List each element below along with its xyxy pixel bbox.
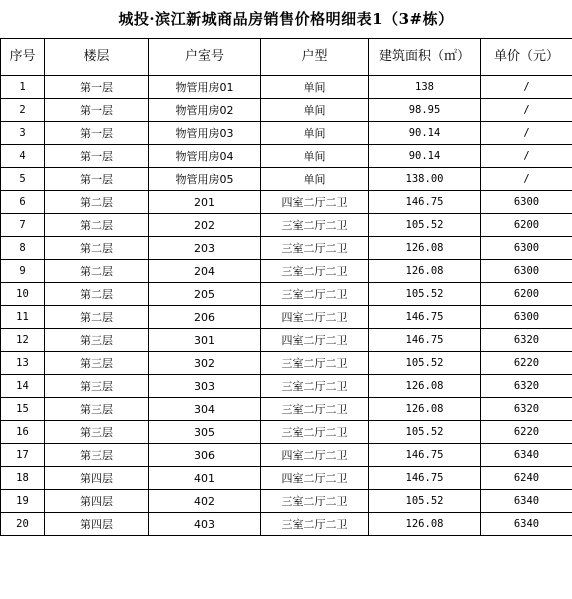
cell-unit[interactable]: 402 — [149, 490, 261, 513]
cell-type[interactable]: 单间 — [261, 122, 369, 145]
cell-seq[interactable]: 10 — [1, 283, 45, 306]
table-row — [1, 99, 572, 122]
header-price[interactable]: 单价（元） — [481, 39, 572, 76]
cell-seq[interactable]: 8 — [1, 237, 45, 260]
cell-floor[interactable]: 第一层 — [45, 99, 149, 122]
cell-area[interactable]: 105.52 — [369, 283, 481, 306]
cell-price[interactable]: 6220 — [481, 352, 572, 375]
cell-price[interactable]: 6300 — [481, 306, 572, 329]
cell-type[interactable]: 单间 — [261, 168, 369, 191]
cell-unit[interactable]: 物管用房01 — [149, 76, 261, 99]
cell-floor[interactable]: 第四层 — [45, 467, 149, 490]
table-row — [1, 421, 572, 444]
header-type[interactable]: 户型 — [261, 39, 369, 76]
cell-price[interactable]: 6200 — [481, 283, 572, 306]
cell-price[interactable]: 6300 — [481, 260, 572, 283]
cell-type[interactable]: 三室二厅二卫 — [261, 421, 369, 444]
cell-price[interactable]: / — [481, 99, 572, 122]
cell-unit[interactable]: 202 — [149, 214, 261, 237]
table-row — [1, 444, 572, 467]
cell-seq[interactable]: 3 — [1, 122, 45, 145]
header-seq[interactable]: 序号 — [1, 39, 45, 76]
table-row — [1, 260, 572, 283]
table-body — [1, 76, 572, 536]
cell-area[interactable]: 146.75 — [369, 467, 481, 490]
cell-seq[interactable]: 5 — [1, 168, 45, 191]
cell-type[interactable]: 四室二厅二卫 — [261, 444, 369, 467]
cell-price[interactable]: 6240 — [481, 467, 572, 490]
cell-seq[interactable]: 16 — [1, 421, 45, 444]
table-row — [1, 191, 572, 214]
table-row — [1, 237, 572, 260]
cell-type[interactable]: 单间 — [261, 145, 369, 168]
header-area[interactable]: 建筑面积（㎡） — [369, 39, 481, 76]
cell-floor[interactable]: 第四层 — [45, 490, 149, 513]
cell-floor[interactable]: 第二层 — [45, 191, 149, 214]
cell-type[interactable]: 三室二厅二卫 — [261, 490, 369, 513]
cell-price[interactable]: 6320 — [481, 375, 572, 398]
table-row — [1, 283, 572, 306]
cell-price[interactable]: / — [481, 76, 572, 99]
cell-area[interactable]: 90.14 — [369, 122, 481, 145]
cell-floor[interactable]: 第一层 — [45, 168, 149, 191]
cell-type[interactable]: 四室二厅二卫 — [261, 467, 369, 490]
cell-floor[interactable]: 第三层 — [45, 375, 149, 398]
cell-unit[interactable]: 401 — [149, 467, 261, 490]
table-row — [1, 329, 572, 352]
table-row — [1, 513, 572, 536]
cell-price[interactable]: / — [481, 122, 572, 145]
cell-type[interactable]: 三室二厅二卫 — [261, 398, 369, 421]
cell-price[interactable]: 6300 — [481, 191, 572, 214]
cell-unit[interactable]: 物管用房04 — [149, 145, 261, 168]
cell-seq[interactable]: 2 — [1, 99, 45, 122]
cell-area[interactable]: 126.08 — [369, 260, 481, 283]
table-row — [1, 398, 572, 421]
cell-unit[interactable]: 物管用房02 — [149, 99, 261, 122]
cell-seq[interactable]: 17 — [1, 444, 45, 467]
cell-type[interactable]: 单间 — [261, 76, 369, 99]
cell-type[interactable]: 三室二厅二卫 — [261, 283, 369, 306]
cell-floor[interactable]: 第三层 — [45, 329, 149, 352]
cell-floor[interactable]: 第二层 — [45, 306, 149, 329]
cell-floor[interactable]: 第二层 — [45, 237, 149, 260]
cell-unit[interactable]: 304 — [149, 398, 261, 421]
cell-seq[interactable]: 6 — [1, 191, 45, 214]
cell-type[interactable]: 三室二厅二卫 — [261, 513, 369, 536]
cell-type[interactable]: 四室二厅二卫 — [261, 329, 369, 352]
cell-seq[interactable]: 19 — [1, 490, 45, 513]
cell-area[interactable]: 146.75 — [369, 306, 481, 329]
cell-seq[interactable]: 11 — [1, 306, 45, 329]
header-unit[interactable]: 户室号 — [149, 39, 261, 76]
cell-price[interactable]: 6320 — [481, 398, 572, 421]
cell-type[interactable]: 四室二厅二卫 — [261, 191, 369, 214]
cell-floor[interactable]: 第三层 — [45, 444, 149, 467]
cell-unit[interactable]: 301 — [149, 329, 261, 352]
cell-price[interactable]: / — [481, 168, 572, 191]
cell-area[interactable]: 138.00 — [369, 168, 481, 191]
cell-price[interactable]: 6320 — [481, 329, 572, 352]
cell-type[interactable]: 三室二厅二卫 — [261, 237, 369, 260]
table-row — [1, 76, 572, 99]
cell-seq[interactable]: 14 — [1, 375, 45, 398]
cell-floor[interactable]: 第二层 — [45, 283, 149, 306]
cell-unit[interactable]: 204 — [149, 260, 261, 283]
table-row — [1, 375, 572, 398]
cell-type[interactable]: 四室二厅二卫 — [261, 306, 369, 329]
sheet-title: 城投·滨江新城商品房销售价格明细表1（3#栋） — [118, 10, 454, 28]
cell-price[interactable]: 6300 — [481, 237, 572, 260]
cell-price[interactable]: / — [481, 145, 572, 168]
cell-unit[interactable]: 206 — [149, 306, 261, 329]
cell-price[interactable]: 6200 — [481, 214, 572, 237]
cell-seq[interactable]: 9 — [1, 260, 45, 283]
cell-area[interactable]: 105.52 — [369, 490, 481, 513]
cell-floor[interactable]: 第二层 — [45, 214, 149, 237]
cell-floor[interactable]: 第三层 — [45, 398, 149, 421]
cell-seq[interactable]: 20 — [1, 513, 45, 536]
cell-type[interactable]: 三室二厅二卫 — [261, 375, 369, 398]
cell-seq[interactable]: 1 — [1, 76, 45, 99]
cell-seq[interactable]: 18 — [1, 467, 45, 490]
cell-unit[interactable]: 物管用房05 — [149, 168, 261, 191]
cell-area[interactable]: 105.52 — [369, 352, 481, 375]
cell-area[interactable]: 105.52 — [369, 214, 481, 237]
cell-area[interactable]: 98.95 — [369, 99, 481, 122]
cell-area[interactable]: 126.08 — [369, 375, 481, 398]
cell-unit[interactable]: 302 — [149, 352, 261, 375]
cell-unit[interactable]: 201 — [149, 191, 261, 214]
cell-unit[interactable]: 物管用房03 — [149, 122, 261, 145]
cell-type[interactable]: 三室二厅二卫 — [261, 352, 369, 375]
cell-floor[interactable]: 第三层 — [45, 352, 149, 375]
cell-area[interactable]: 138 — [369, 76, 481, 99]
header-floor[interactable]: 楼层 — [45, 39, 149, 76]
cell-area[interactable]: 90.14 — [369, 145, 481, 168]
cell-floor[interactable]: 第二层 — [45, 260, 149, 283]
table-row — [1, 467, 572, 490]
cell-unit[interactable]: 306 — [149, 444, 261, 467]
cell-unit[interactable]: 205 — [149, 283, 261, 306]
cell-seq[interactable]: 15 — [1, 398, 45, 421]
cell-area[interactable]: 126.08 — [369, 237, 481, 260]
cell-seq[interactable]: 4 — [1, 145, 45, 168]
cell-floor[interactable]: 第三层 — [45, 421, 149, 444]
header-row — [1, 39, 572, 76]
cell-area[interactable]: 105.52 — [369, 421, 481, 444]
table-row — [1, 168, 572, 191]
table-row — [1, 122, 572, 145]
cell-area[interactable]: 126.08 — [369, 398, 481, 421]
cell-type[interactable]: 三室二厅二卫 — [261, 260, 369, 283]
cell-floor[interactable]: 第一层 — [45, 76, 149, 99]
cell-price[interactable]: 6340 — [481, 513, 572, 536]
table-row — [1, 145, 572, 168]
cell-type[interactable]: 三室二厅二卫 — [261, 214, 369, 237]
cell-type[interactable]: 单间 — [261, 99, 369, 122]
table-row — [1, 306, 572, 329]
cell-seq[interactable]: 12 — [1, 329, 45, 352]
cell-unit[interactable]: 305 — [149, 421, 261, 444]
price-table — [0, 38, 572, 536]
cell-price[interactable]: 6340 — [481, 444, 572, 467]
cell-unit[interactable]: 203 — [149, 237, 261, 260]
cell-area[interactable]: 126.08 — [369, 513, 481, 536]
cell-floor[interactable]: 第一层 — [45, 122, 149, 145]
cell-price[interactable]: 6340 — [481, 490, 572, 513]
cell-seq[interactable]: 13 — [1, 352, 45, 375]
table-row — [1, 490, 572, 513]
cell-area[interactable]: 146.75 — [369, 444, 481, 467]
cell-floor[interactable]: 第一层 — [45, 145, 149, 168]
cell-floor[interactable]: 第四层 — [45, 513, 149, 536]
cell-area[interactable]: 146.75 — [369, 329, 481, 352]
cell-unit[interactable]: 403 — [149, 513, 261, 536]
cell-unit[interactable]: 303 — [149, 375, 261, 398]
table-row — [1, 214, 572, 237]
table-row — [1, 352, 572, 375]
cell-area[interactable]: 146.75 — [369, 191, 481, 214]
cell-price[interactable]: 6220 — [481, 421, 572, 444]
cell-seq[interactable]: 7 — [1, 214, 45, 237]
